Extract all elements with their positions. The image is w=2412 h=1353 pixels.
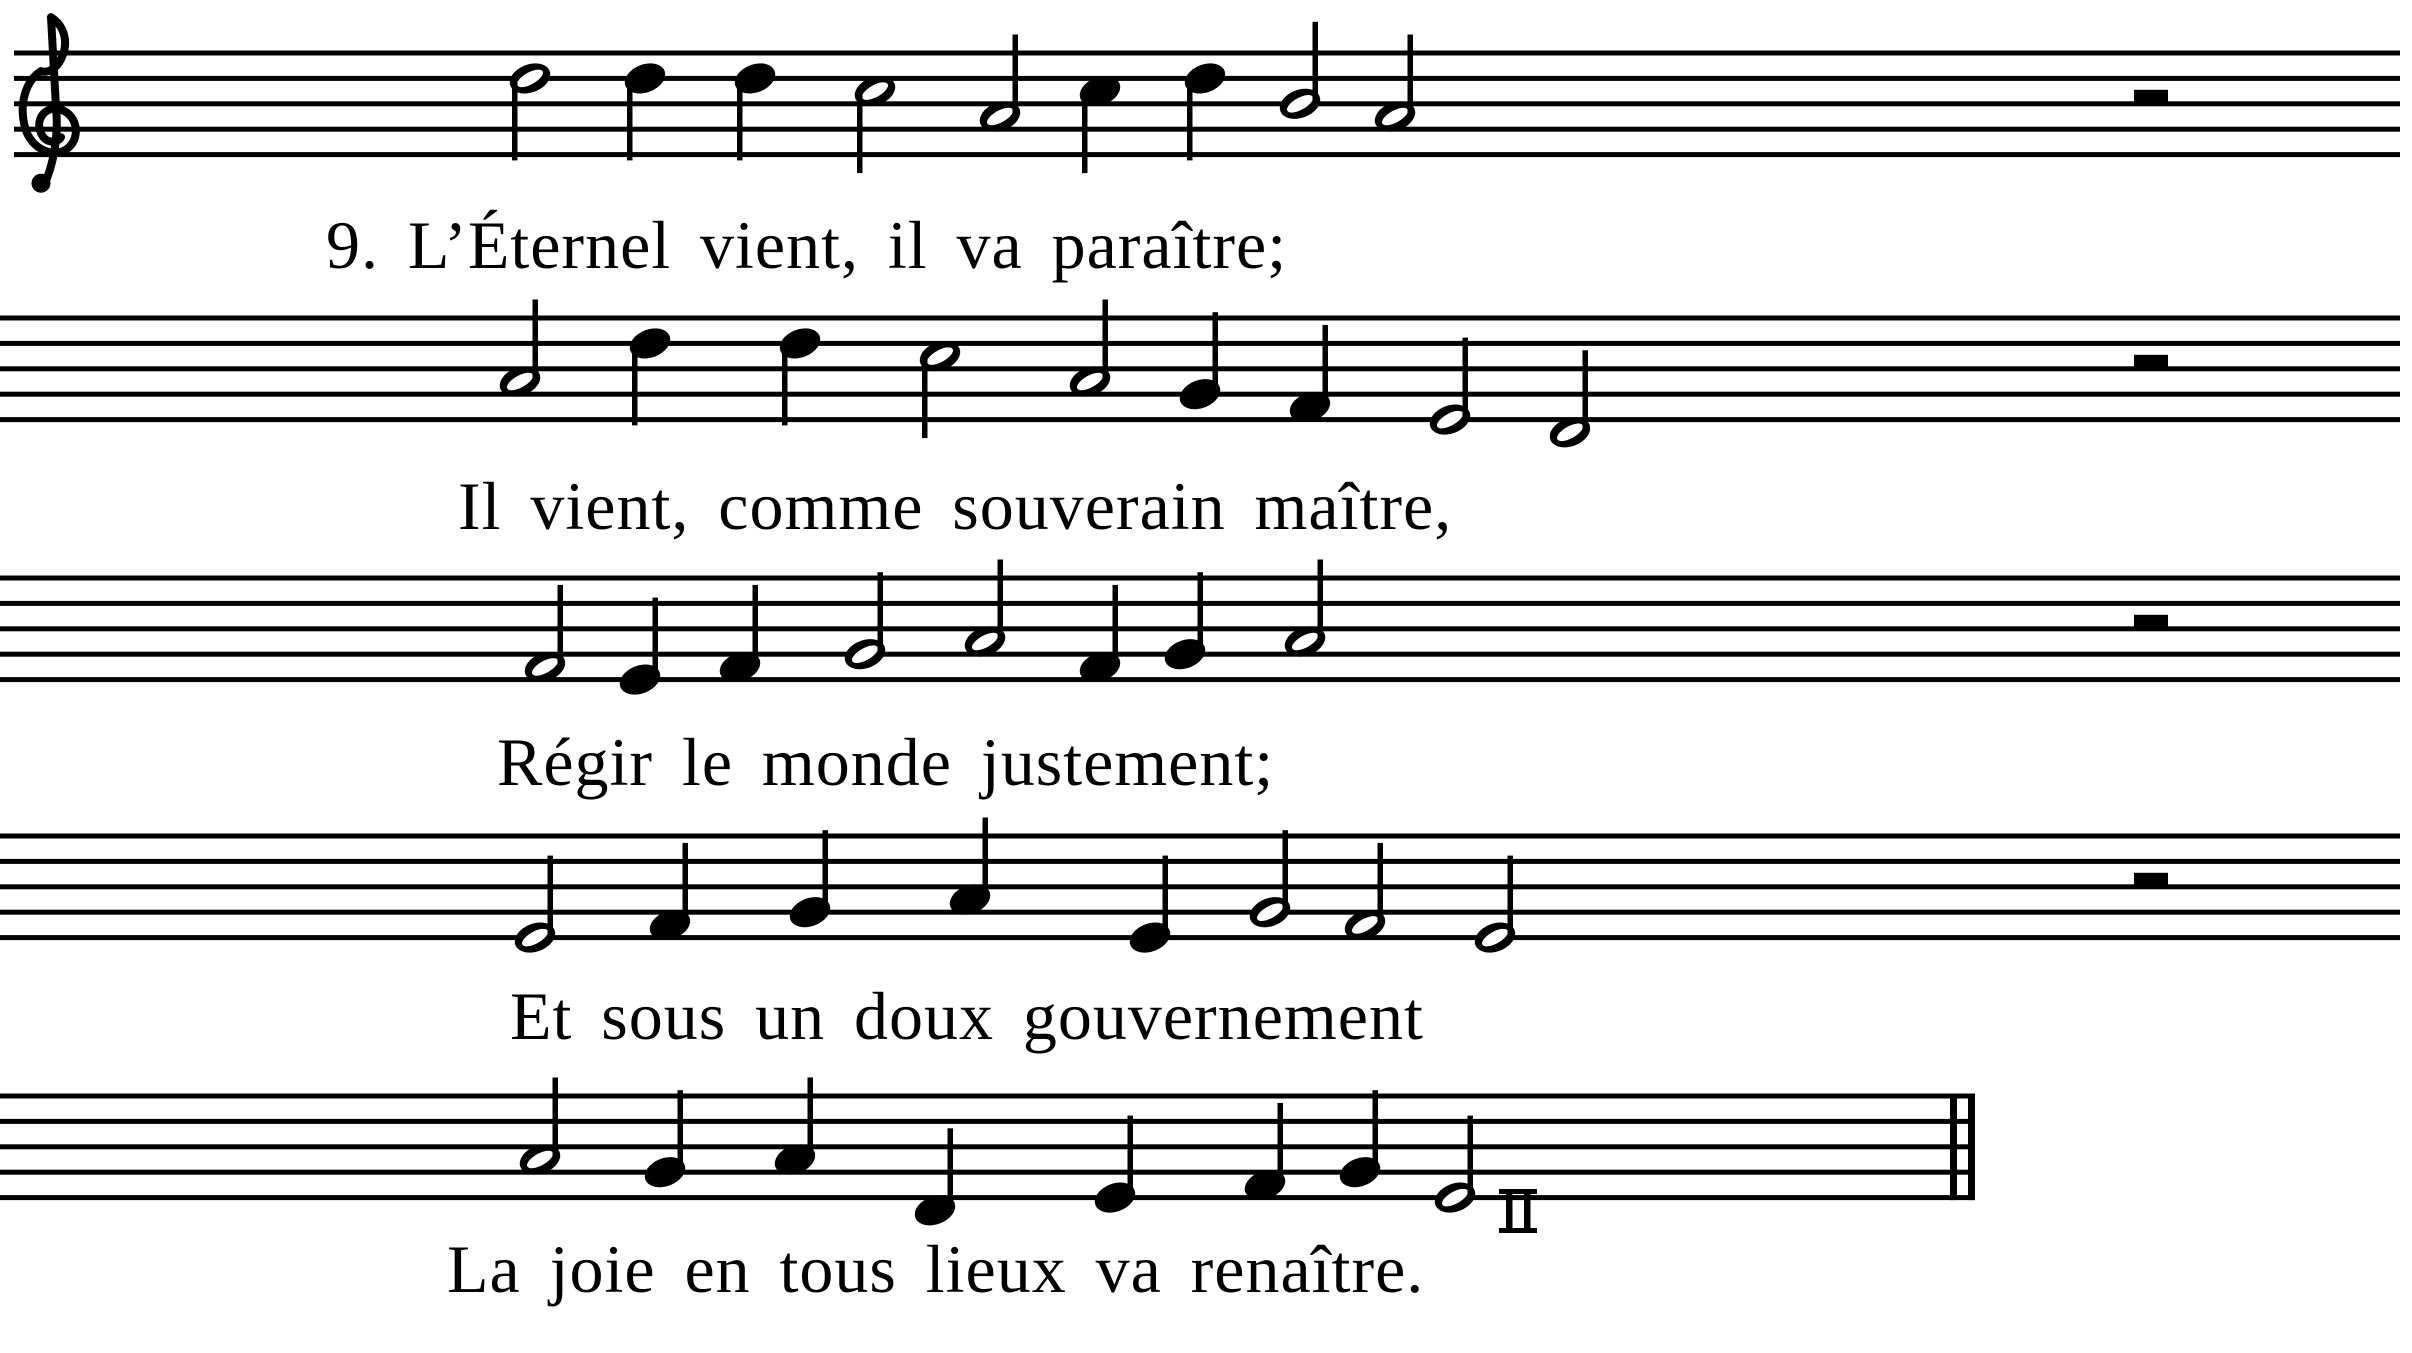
note-f4-quarter	[1285, 325, 1334, 428]
note-a4-half	[960, 560, 1009, 663]
note-stem	[627, 75, 633, 160]
note-g4-quarter	[785, 830, 834, 933]
half-rest	[2134, 355, 2168, 369]
note-stem	[1378, 843, 1384, 928]
note-d5-half	[505, 58, 554, 161]
note-stem	[1113, 585, 1119, 670]
note-stem	[1163, 856, 1169, 941]
note-stem	[512, 75, 518, 160]
note-a4-half	[1280, 560, 1329, 663]
staff-3	[0, 560, 2400, 701]
staff-line	[0, 1170, 1975, 1175]
note-stem	[1013, 35, 1019, 120]
note-g4-quarter	[640, 1090, 689, 1193]
note-f4-half	[1340, 843, 1389, 946]
note-stem	[737, 75, 743, 160]
note-c5-quarter	[1075, 71, 1124, 174]
note-f4-quarter	[645, 843, 694, 946]
note-stem	[1373, 1090, 1379, 1175]
note-stem	[1283, 830, 1289, 915]
note-g4-half	[1245, 830, 1294, 933]
staff-line	[0, 884, 2400, 889]
staff-line	[0, 834, 2400, 839]
note-e4-half	[1470, 856, 1519, 959]
half-rest	[2134, 90, 2168, 104]
note-stem	[558, 585, 564, 670]
lyric-line-4: Et sous un doux gouvernement	[510, 978, 1424, 1054]
note-stem	[1213, 312, 1219, 397]
staff-line	[0, 341, 2400, 346]
note-a4-quarter	[945, 818, 994, 921]
note-e4-quarter	[1090, 1116, 1139, 1219]
note-stem	[1103, 300, 1109, 385]
half-rest	[2134, 873, 2168, 887]
note-a4-half	[495, 300, 544, 403]
note-stem	[548, 856, 554, 941]
note-b4-half	[1275, 22, 1324, 125]
note-stem	[857, 88, 863, 173]
note-e4-half	[1430, 1116, 1479, 1219]
note-stem	[1187, 75, 1193, 160]
note-d5-quarter	[620, 58, 669, 161]
staff-line	[0, 366, 2400, 371]
note-f4-half	[520, 585, 569, 688]
staff-line	[0, 910, 2400, 915]
staff-line	[14, 152, 2400, 157]
staff-line	[0, 1094, 1975, 1099]
note-stem	[1463, 338, 1469, 423]
note-a4-half	[1065, 300, 1114, 403]
note-g4-quarter	[1175, 312, 1224, 415]
note-f4-quarter	[1075, 585, 1124, 688]
note-e4-half	[1425, 338, 1474, 441]
note-stem	[983, 818, 989, 903]
note-stem	[1468, 1116, 1474, 1201]
note-stem	[1198, 572, 1204, 657]
note-g4-half	[840, 572, 889, 675]
final-barline	[1950, 1094, 1957, 1201]
final-barline	[1968, 1094, 1975, 1201]
staff-line	[0, 1144, 1975, 1149]
note-e4-half	[510, 856, 559, 959]
note-stem	[632, 340, 638, 425]
note-g4-quarter	[1160, 572, 1209, 675]
staff-line	[0, 417, 2400, 422]
note-stem	[1583, 350, 1589, 435]
note-d4-half	[1545, 350, 1594, 453]
note-stem	[683, 843, 689, 928]
lyric-line-5: La joie en tous lieux va renaître.	[447, 1231, 1425, 1307]
note-stem	[1082, 88, 1088, 173]
note-stem	[782, 340, 788, 425]
note-d5-quarter	[1180, 58, 1229, 161]
staff-line	[0, 859, 2400, 864]
note-stem	[1508, 856, 1514, 941]
staff-4	[0, 818, 2400, 959]
note-stem	[1323, 325, 1329, 410]
lyric-line-1: 9. L’Éternel vient, il va paraître;	[326, 207, 1288, 283]
staff-line	[14, 101, 2400, 106]
note-stem	[922, 353, 928, 438]
staff-2	[0, 300, 2400, 453]
note-e4-quarter	[615, 598, 664, 701]
staff-5	[0, 1078, 1975, 1234]
note-stem	[653, 598, 659, 683]
note-stem	[1318, 560, 1324, 645]
note-stem	[1313, 22, 1319, 107]
note-c5-half	[915, 336, 964, 439]
note-d5-quarter	[730, 58, 779, 161]
lyric-line-2: Il vient, comme souverain maître,	[458, 468, 1453, 544]
note-d5-quarter	[625, 323, 674, 426]
note-stem	[1128, 1116, 1134, 1201]
note-f4-quarter	[715, 585, 764, 688]
note-stem	[878, 572, 884, 657]
staff-line	[0, 316, 2400, 321]
lyric-line-3: Régir le monde justement;	[497, 724, 1275, 800]
note-stem	[753, 585, 759, 670]
note-stem	[678, 1090, 684, 1175]
note-d4-quarter	[910, 1128, 959, 1231]
staff-1	[14, 17, 2400, 193]
note-a4-half	[1370, 35, 1419, 138]
note-stem	[1408, 35, 1414, 120]
note-a4-half	[515, 1078, 564, 1181]
note-c5-half	[850, 71, 899, 174]
note-stem	[533, 300, 539, 385]
note-stem	[808, 1078, 814, 1163]
staff-line	[14, 51, 2400, 56]
note-a4-quarter	[770, 1078, 819, 1181]
staff-line	[0, 677, 2400, 682]
note-a4-half	[975, 35, 1024, 138]
note-stem	[1278, 1103, 1284, 1188]
half-rest	[2134, 615, 2168, 629]
staff-line	[0, 1119, 1975, 1124]
note-stem	[823, 830, 829, 915]
note-g4-quarter	[1335, 1090, 1384, 1193]
note-d5-quarter	[775, 323, 824, 426]
note-e4-quarter	[1125, 856, 1174, 959]
note-stem	[553, 1078, 559, 1163]
note-f4-quarter	[1240, 1103, 1289, 1206]
note-stem	[998, 560, 1004, 645]
staff-line	[0, 935, 2400, 940]
staff-line	[0, 1195, 1975, 1200]
staff-line	[14, 127, 2400, 132]
note-stem	[948, 1128, 954, 1213]
